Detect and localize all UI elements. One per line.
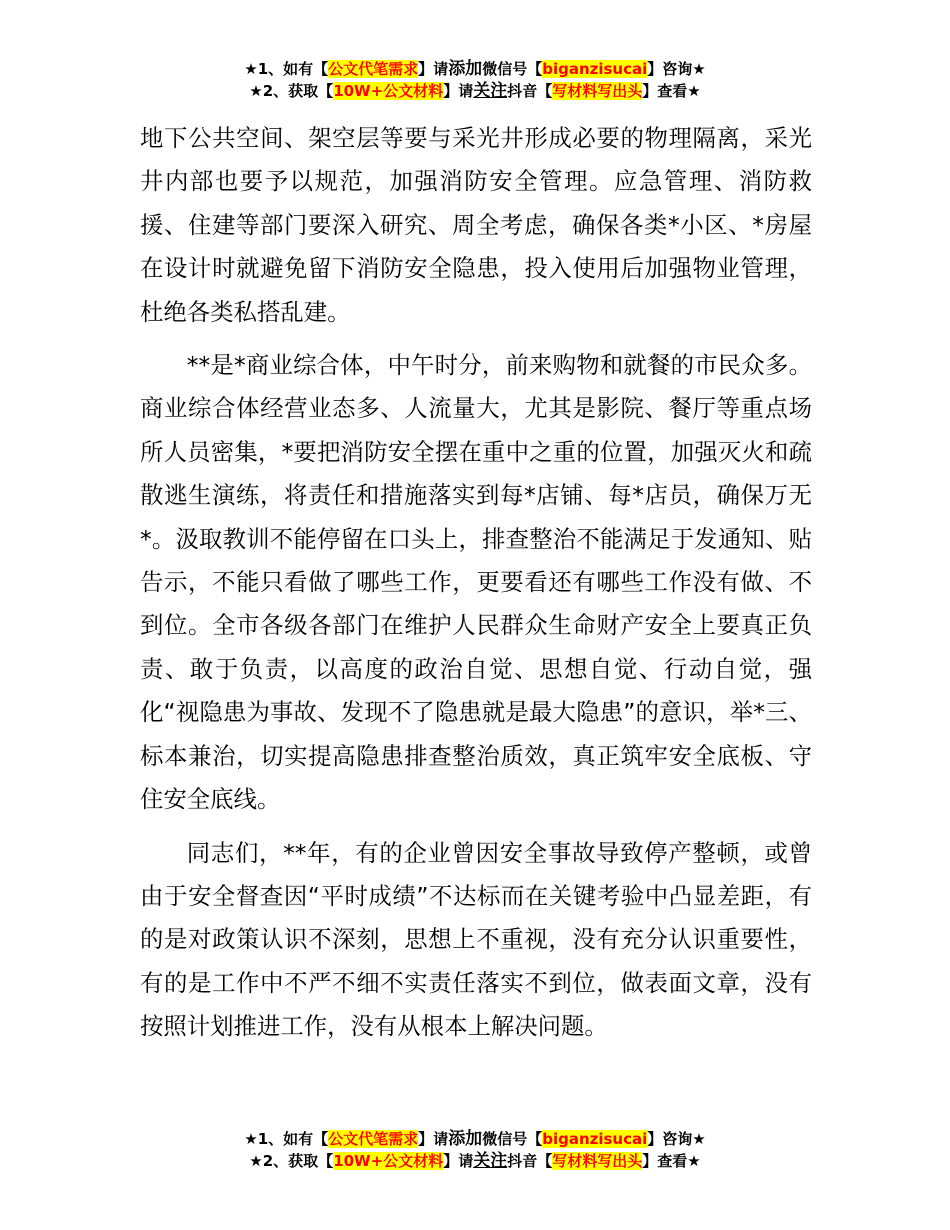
highlight-materials: 10W+公文材料 (333, 82, 444, 100)
star-icon: ★ (244, 1130, 258, 1148)
header-line-2: ★2、获取【10W+公文材料】请关注抖音【写材料写出头】查看★ (249, 81, 701, 101)
header-line-1: ★1、如有【公文代笔需求】请添加微信号【biganzisucai】咨询★ (244, 59, 706, 79)
footer-line-2: ★2、获取【10W+公文材料】请关注抖音【写材料写出头】查看★ (249, 1151, 701, 1171)
highlight-wechat-id: biganzisucai (542, 1130, 648, 1148)
star-icon: ★ (244, 60, 258, 78)
header-banner (0, 58, 950, 102)
paragraph: 地下公共空间、架空层等要与采光井形成必要的物理隔离，采光井内部也要予以规范，加强消防安全管理。应急管理、消防救援、住建等部门要深入研究、周全考虑，确保各类*小区、*房屋在设计时就避免留下消防安全隐患，投入使用后加强物业管理，杜绝各类私搭乱建。 (140, 124, 812, 326)
document-body (140, 117, 812, 1059)
highlight-wechat-id: biganzisucai (542, 60, 648, 78)
footer-line-1: ★1、如有【公文代笔需求】请添加微信号【biganzisucai】咨询★ (244, 1129, 706, 1149)
star-icon: ★ (249, 82, 263, 100)
paragraph: 同志们，**年，有的企业曾因安全事故导致停产整顿，或曾由于安全督查因“平时成绩”不达标而在关键考验中凸显差距，有的是对政策认识不深刻，思想上不重视，没有充分认识重要性，有的是工作中不严不细不实责任落实不到位，做表面文章，没有按照计划推进工作，没有从根本上解决问题。 (140, 838, 812, 1041)
highlight-douyin-account: 写材料写出头 (552, 1152, 643, 1170)
footer-banner (0, 1128, 950, 1172)
star-icon: ★ (249, 1152, 263, 1170)
highlight-service: 公文代笔需求 (328, 1130, 419, 1148)
highlight-materials: 10W+公文材料 (333, 1152, 444, 1170)
paragraph: **是*商业综合体，中午时分，前来购物和就餐的市民众多。商业综合体经营业态多、人流量大，尤其是影院、餐厅等重点场所人员密集，*要把消防安全摆在重中之重的位置，加强灭火和疏散逃生演练，将责任和措施落实到每*店铺、每*店员，确保万无*。汲取教训不能停留在口头上，排查整治不能满足于发通知、贴告示，不能只看做了哪些工作，更要看还有哪些工作没有做、不到位。全市各级各部门在维护人民群众生命财产安全上要真正负责、敢于负责，以高度的政治自觉、思想自觉、行动自觉，强化“视隐患为事故、发现不了隐患就是最大隐患”的意识，举*三、标本兼治，切实提高隐患排查整治质效，真正筑牢安全底板、守住安全底线。 (140, 351, 812, 814)
highlight-service: 公文代笔需求 (328, 60, 419, 78)
highlight-douyin-account: 写材料写出头 (552, 82, 643, 100)
